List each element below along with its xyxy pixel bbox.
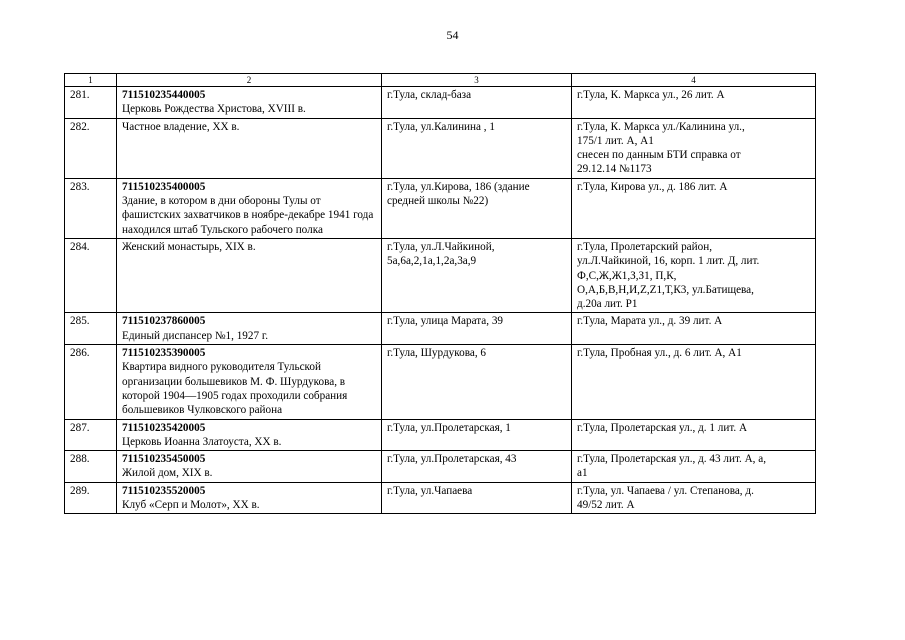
object-name: Клуб «Серп и Молот», XX в.: [122, 499, 260, 512]
object-address: г.Тула, склад-база: [387, 89, 472, 101]
row-number: 288.: [70, 453, 90, 466]
registry-address-line: 29.12.14 №1173: [577, 163, 652, 176]
row-number-cell: [65, 238, 117, 312]
registry-address-line: а1: [577, 467, 588, 480]
row-number: 283.: [70, 180, 90, 193]
row-number: 289.: [70, 484, 90, 497]
object-address: г.Тула, ул.Пролетарская, 43: [387, 453, 517, 466]
object-address-cell: [382, 313, 572, 345]
object-address: г.Тула, Шурдукова, 6: [387, 347, 487, 360]
object-address: г.Тула, ул.Чапаева: [387, 484, 473, 497]
registry-address-line: г.Тула, Пролетарская ул., д. 43 лит. А, а,: [577, 453, 767, 466]
row-number: 284.: [70, 240, 90, 253]
column-header-3: 3: [382, 74, 572, 87]
object-name: Квартира видного руководителя Тульской организации большевиков М. Ф. Шурдукова, в которой 1904—1905 годах проходили собрания большевиков Чулковского района: [122, 361, 348, 417]
registry-code: 711510235440005: [122, 89, 206, 101]
row-number-cell: [65, 87, 117, 119]
row-number-cell: [65, 178, 117, 238]
object-address-cell: [382, 451, 572, 483]
registry-address-cell: [572, 118, 816, 178]
registry-address-line: Ф,С,Ж,Ж1,З,З1, П,К,: [577, 269, 677, 282]
registry-address-cell: [572, 451, 816, 483]
object-address-cell: [382, 419, 572, 451]
column-header-1: 1: [65, 74, 117, 87]
table-header-row: [65, 74, 816, 87]
object-name-cell: [117, 87, 382, 119]
registry-code: 711510235450005: [122, 453, 206, 466]
registry-code: 711510235390005: [122, 347, 206, 360]
registry-address-line: г.Тула, Пролетарский район,: [577, 240, 712, 253]
registry-address-line: 49/52 лит. А: [577, 499, 635, 512]
registry-address-line: г.Тула, К. Маркса ул., 26 лит. А: [577, 89, 725, 101]
object-name: Церковь Иоанна Златоуста, XX в.: [122, 435, 282, 448]
registry-address-line: г.Тула, Пробная ул., д. 6 лит. А, А1: [577, 347, 742, 360]
object-name-cell: [117, 118, 382, 178]
object-name: Здание, в котором в дни обороны Тулы от фашистских захватчиков в ноябре-декабре 1941 года находился штаб Тульского рабочего полка: [122, 195, 374, 236]
registry-code: 711510235520005: [122, 484, 206, 497]
row-number-cell: [65, 419, 117, 451]
registry-address-line: ул.Л.Чайкиной, 16, корп. 1 лит. Д, лит.: [577, 255, 760, 268]
table-row: [65, 313, 816, 345]
row-number: 286.: [70, 347, 90, 360]
object-address: г.Тула, ул.Л.Чайкиной, 5а,6а,2,1а,1,2а,3а,9: [387, 240, 495, 268]
registry-address-cell: [572, 345, 816, 419]
table-body: [65, 87, 816, 514]
table-row: [65, 345, 816, 419]
row-number: 285.: [70, 315, 90, 328]
registry-address-cell: [572, 482, 816, 514]
heritage-register-table: [64, 73, 816, 514]
object-address-cell: [382, 345, 572, 419]
object-name-cell: [117, 451, 382, 483]
registry-address-line: г.Тула, Кирова ул., д. 186 лит. А: [577, 180, 728, 193]
registry-code: 711510237860005: [122, 315, 206, 328]
registry-address-cell: [572, 178, 816, 238]
object-address-cell: [382, 178, 572, 238]
row-number-cell: [65, 118, 117, 178]
registry-address-line: г.Тула, ул. Чапаева / ул. Степанова, д.: [577, 484, 754, 497]
registry-address-cell: [572, 87, 816, 119]
table-row: [65, 419, 816, 451]
object-address: г.Тула, улица Марата, 39: [387, 315, 504, 328]
registry-address-line: г.Тула, Пролетарская ул., д. 1 лит. А: [577, 421, 748, 434]
registry-address-line: г.Тула, Марата ул., д. 39 лит. А: [577, 315, 723, 328]
registry-address-cell: [572, 238, 816, 312]
table-row: [65, 482, 816, 514]
object-name: Церковь Рождества Христова, XVIII в.: [122, 103, 306, 116]
object-address: г.Тула, ул.Кирова, 186 (здание средней школы №22): [387, 180, 530, 208]
row-number-cell: [65, 482, 117, 514]
object-name-cell: [117, 482, 382, 514]
object-address: г.Тула, ул.Пролетарская, 1: [387, 421, 511, 434]
object-address-cell: [382, 238, 572, 312]
registry-address-line: О,А,Б,В,Н,И,Z,Z1,Т,К3, ул.Батищева,: [577, 283, 754, 296]
column-header-2: 2: [117, 74, 382, 87]
object-name: Женский монастырь, XIX в.: [122, 240, 256, 253]
column-header-4: 4: [572, 74, 816, 87]
object-name-cell: [117, 313, 382, 345]
object-name: Жилой дом, XIX в.: [122, 467, 213, 480]
registry-address-line: 175/1 лит. А, А1: [577, 134, 654, 147]
table-row: [65, 451, 816, 483]
registry-address-line: г.Тула, К. Маркса ул./Калинина ул.,: [577, 120, 745, 133]
table-row: [65, 238, 816, 312]
row-number-cell: [65, 345, 117, 419]
row-number: 281.: [70, 89, 90, 101]
object-address-cell: [382, 87, 572, 119]
object-address-cell: [382, 482, 572, 514]
table-row: [65, 87, 816, 119]
object-name-cell: [117, 419, 382, 451]
registry-address-line: снесен по данным БТИ справка от: [577, 149, 741, 162]
registry-code: 711510235420005: [122, 421, 206, 434]
registry-address-cell: [572, 419, 816, 451]
object-address-cell: [382, 118, 572, 178]
page-number: 54: [446, 28, 459, 42]
row-number-cell: [65, 451, 117, 483]
table-row: [65, 118, 816, 178]
object-name-cell: [117, 345, 382, 419]
registry-address-line: д.20а лит. Р1: [577, 298, 638, 311]
row-number: 282.: [70, 120, 90, 133]
object-name: Частное владение, XX в.: [122, 120, 240, 133]
registry-address-cell: [572, 313, 816, 345]
object-address: г.Тула, ул.Калинина , 1: [387, 120, 495, 133]
object-name-cell: [117, 178, 382, 238]
object-name: Единый диспансер №1, 1927 г.: [122, 329, 268, 342]
table-row: [65, 178, 816, 238]
registry-code: 711510235400005: [122, 180, 206, 193]
row-number: 287.: [70, 421, 90, 434]
object-name-cell: [117, 238, 382, 312]
row-number-cell: [65, 313, 117, 345]
